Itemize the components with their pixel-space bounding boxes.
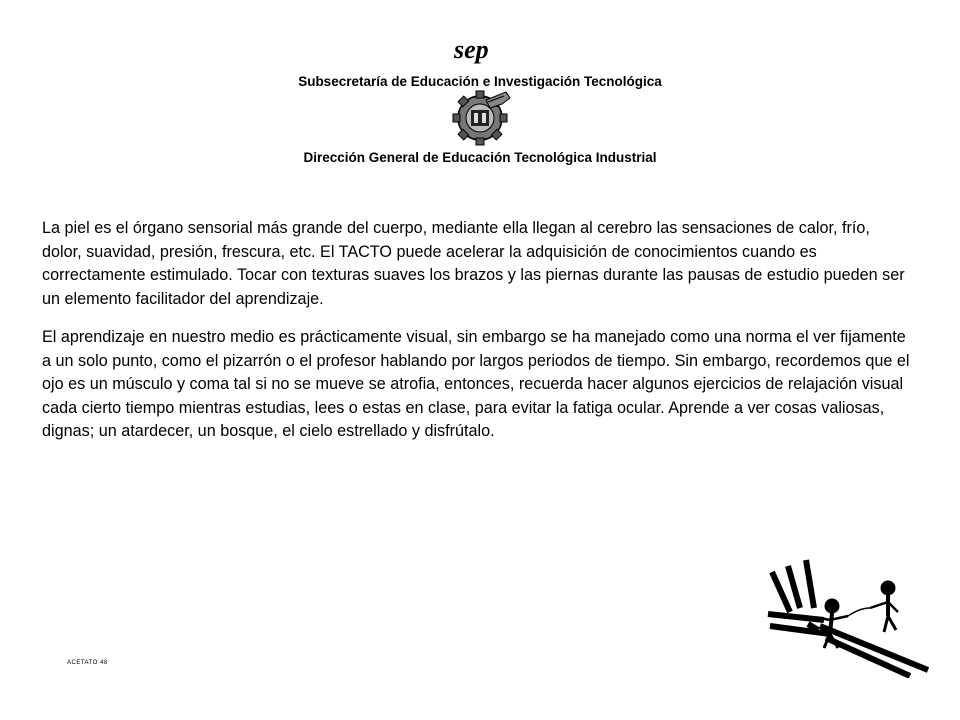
paragraph-vision: El aprendizaje en nuestro medio es prácticamente visual, sin embargo se ha manejado como una norma el ver fijamente a un solo punto, como el pizarrón o el profesor hablando por largos periodos de tiempo. Sin embargo, recordemos que el ojo es un músculo y coma tal si no se mueve se atrofia, entonces, recuerda hacer algunos ejercicios de relajación visual cada cierto tiempo mientras estudias, lees o estas en clase, para evitar la fatiga ocular. Aprende a ver cosas valiosas, dignas; un atardecer, un bosque, el cielo estrellado y disfrútalo. [42,328,910,440]
sep-logo-icon [452,36,514,66]
gear-emblem-icon [450,86,514,146]
header-title-direction: Dirección General de Educación Tecnológica Industrial [303,150,657,165]
header-title-secretariat: Subsecretaría de Educación e Investigación Tecnológica [298,74,662,89]
children-stairs-icon [760,558,932,678]
sep-logo-text: sep [454,36,489,64]
slide-number-label: ACETATO 48 [67,660,108,666]
paragraph-touch: La piel es el órgano sensorial más grande del cuerpo, mediante ella llegan al cerebro las sensaciones de calor, frío, dolor, suavidad, presión, frescura, etc. El TACTO puede acelerar la adquisición de conocimientos cuando es correctamente estimulado. Tocar con texturas suaves los brazos y las piernas durante las pausas de estudio pueden ser un elemento facilitador del aprendizaje. [42,219,905,308]
main-content [42,217,912,444]
